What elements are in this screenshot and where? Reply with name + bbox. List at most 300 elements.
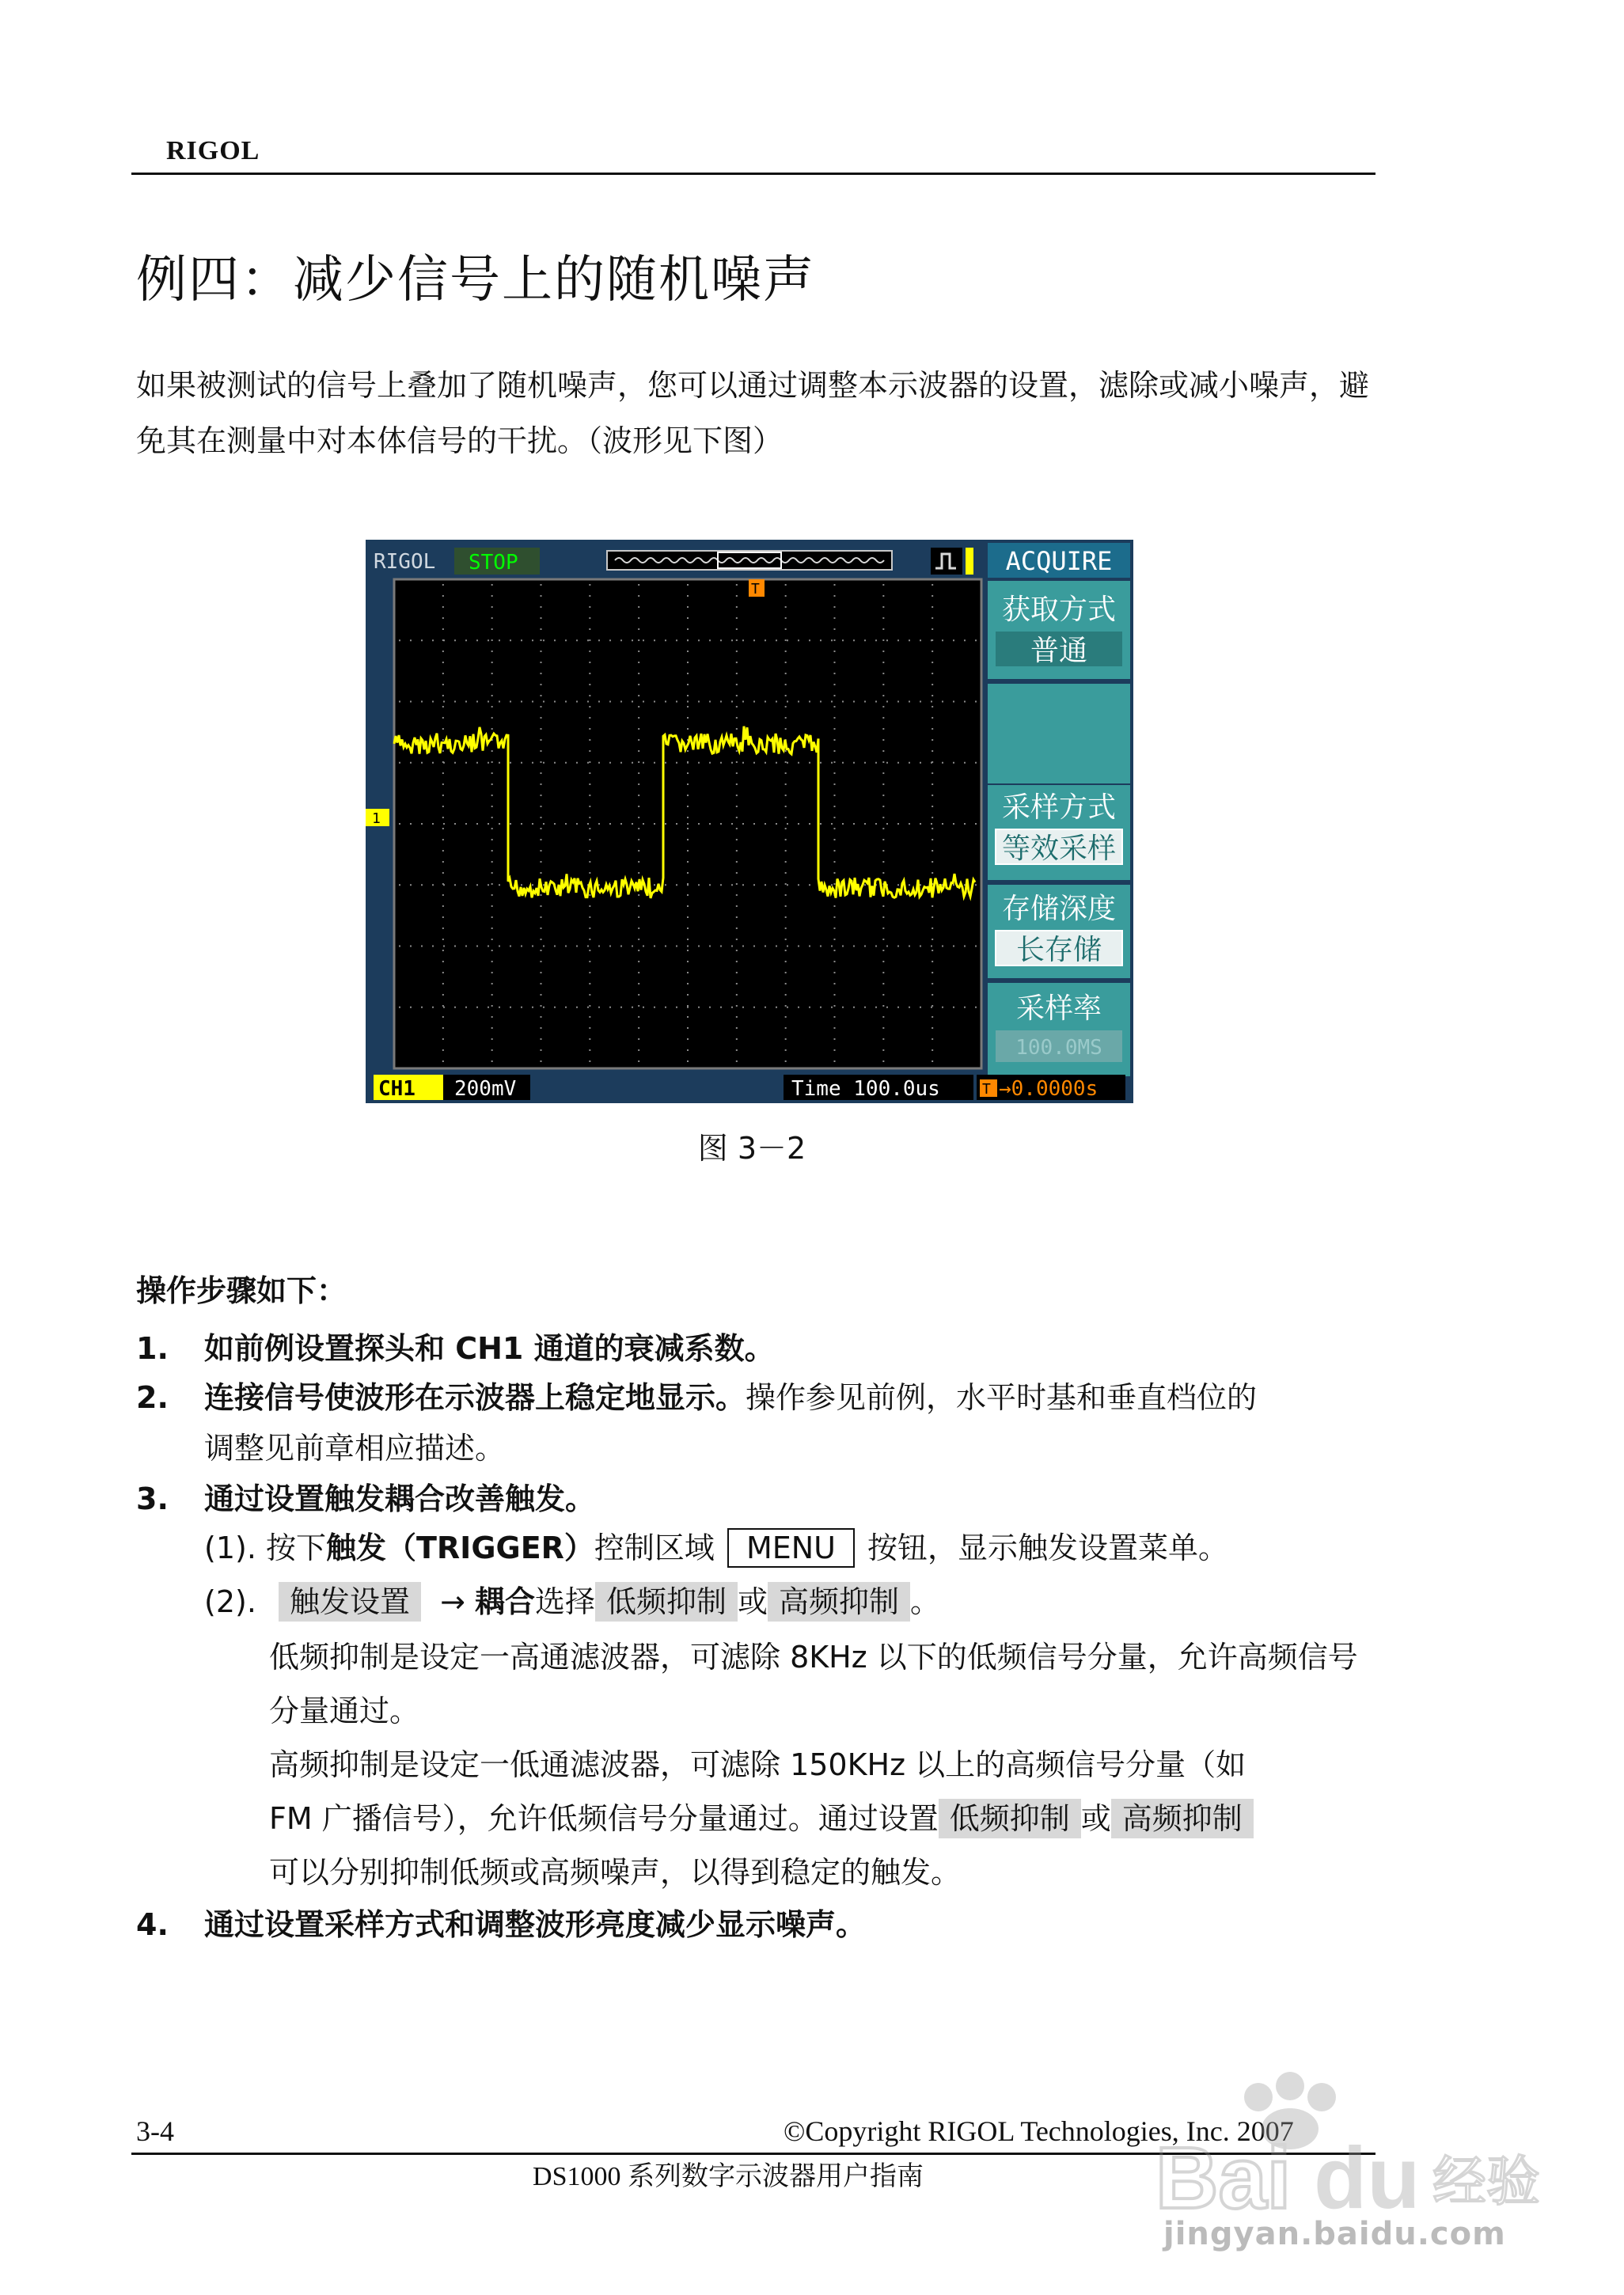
grid-dot: [932, 806, 933, 807]
grid-dot: [882, 761, 884, 763]
grid-dot: [785, 717, 787, 719]
grid-dot: [442, 684, 444, 685]
grid-dot: [742, 639, 744, 641]
grid-dot: [442, 1005, 444, 1007]
grid-dot: [665, 823, 666, 825]
grid-dot: [882, 1005, 884, 1007]
grid-dot: [565, 1007, 567, 1008]
grid-dot: [932, 772, 933, 774]
grid-dot: [736, 883, 738, 885]
grid-dot: [541, 839, 542, 840]
grid-dot: [676, 884, 677, 886]
grid-dot: [541, 939, 542, 940]
grid-dot: [753, 823, 755, 825]
grid-dot: [785, 662, 787, 663]
grid-dot: [443, 884, 445, 886]
grid-dot: [834, 961, 836, 962]
grid-dot: [882, 950, 884, 951]
grid-dot: [491, 850, 493, 852]
grid-dot: [731, 1007, 733, 1008]
grid-dot: [454, 1007, 456, 1008]
grid-dot: [834, 684, 836, 685]
grid-dot: [541, 861, 542, 863]
grid-dot: [491, 806, 493, 807]
grid-dot: [932, 950, 933, 951]
grid-dot: [476, 1007, 478, 1008]
grid-dot: [882, 983, 884, 984]
step-4: 4. 通过设置采样方式和调整波形亮度减少显示噪声。: [136, 1907, 867, 1942]
grid-dot: [834, 861, 836, 863]
grid-dot: [932, 1049, 933, 1051]
grid-dot: [932, 927, 933, 929]
grid-dot: [964, 946, 966, 947]
grid-dot: [834, 850, 836, 852]
grid-dot: [736, 806, 738, 807]
grid-dot: [785, 916, 787, 918]
grid-dot: [638, 739, 639, 741]
grid-dot: [853, 762, 855, 764]
grid-dot: [785, 695, 787, 696]
grid-dot: [565, 639, 567, 641]
grid-dot: [932, 961, 933, 962]
grid-dot: [421, 1007, 423, 1008]
grid-dot: [589, 894, 590, 896]
grid-dot: [882, 806, 884, 807]
grid-dot: [442, 750, 444, 752]
grid-dot: [442, 972, 444, 973]
grid-dot: [785, 639, 787, 641]
grid-dot: [554, 946, 556, 947]
menu-item-label: 采样率: [1015, 992, 1102, 1025]
grid-dot: [932, 861, 933, 863]
grid-dot: [589, 950, 590, 951]
grid-dot: [834, 817, 836, 818]
grid-dot: [638, 1049, 639, 1051]
grid-dot: [491, 916, 493, 918]
grid-dot: [432, 823, 434, 825]
grid-dot: [736, 750, 738, 752]
grid-dot: [491, 1016, 493, 1018]
grid-dot: [785, 772, 787, 774]
grid-dot: [932, 673, 933, 674]
grid-dot: [687, 584, 689, 586]
grid-dot: [589, 595, 590, 597]
grid-dot: [834, 783, 836, 785]
grid-dot: [638, 761, 639, 763]
grid-dot: [932, 651, 933, 652]
bottom-trigger-position: →0.0000s: [999, 1077, 1098, 1101]
grid-dot: [785, 961, 787, 962]
grid-dot: [932, 662, 933, 663]
grid-dot: [834, 628, 836, 630]
grid-dot: [421, 762, 423, 764]
grid-dot: [687, 894, 689, 896]
grid-dot: [587, 1007, 589, 1008]
grid-dot: [834, 1038, 836, 1040]
grid-dot: [742, 946, 744, 947]
grid-dot: [953, 884, 954, 886]
grid-dot: [886, 762, 888, 764]
grid-dot: [589, 706, 590, 707]
grid-dot: [742, 1007, 744, 1008]
grid-dot: [587, 823, 589, 825]
grid-dot: [785, 905, 787, 907]
grid-dot: [410, 762, 412, 764]
grid-dot: [638, 872, 639, 874]
menu-item-value: 普通: [1030, 635, 1088, 667]
grid-dot: [609, 639, 611, 641]
grid-dot: [736, 772, 738, 774]
grid-dot: [953, 946, 954, 947]
grid-dot: [442, 916, 444, 918]
grid-dot: [687, 706, 689, 707]
grid-dot: [499, 946, 500, 947]
grid-dot: [834, 939, 836, 940]
grid-dot: [932, 1060, 933, 1062]
grid-dot: [931, 946, 932, 947]
grid-dot: [589, 817, 590, 818]
grid-dot: [638, 651, 639, 652]
grid-dot: [932, 905, 933, 907]
grid-dot: [687, 1007, 689, 1008]
grid-dot: [975, 701, 977, 703]
grid-dot: [975, 1007, 977, 1008]
grid-dot: [491, 617, 493, 619]
menu-item-value: 等效采样: [1001, 833, 1117, 865]
grid-dot: [742, 701, 744, 703]
grid-dot: [589, 772, 590, 774]
grid-dot: [442, 584, 444, 586]
grid-dot: [541, 772, 542, 774]
grid-dot: [765, 701, 766, 703]
oscilloscope-screenshot: [366, 540, 1133, 1103]
high-freq-reject-paragraph: 高频抑制是设定一低通滤波器，可滤除 150KHz 以上的高频信号分量（如 FM 广播信号），允许低频信号分量通过。通过设置 低频抑制 或 高频抑制 可以分别抑制低频或高频噪声，以得到稳定的触发。: [269, 1738, 1377, 1899]
grid-dot: [932, 983, 933, 984]
grid-dot: [587, 639, 589, 641]
grid-dot: [834, 983, 836, 984]
grid-dot: [488, 762, 489, 764]
menu-item-value: 长存储: [1015, 934, 1102, 966]
grid-dot: [834, 972, 836, 973]
grid-dot: [785, 783, 787, 785]
grid-dot: [687, 1038, 689, 1040]
grid-dot: [753, 884, 755, 886]
grid-dot: [665, 762, 666, 764]
grid-dot: [882, 939, 884, 940]
grid-dot: [882, 673, 884, 674]
grid-dot: [499, 701, 500, 703]
grid-dot: [399, 701, 400, 703]
grid-dot: [638, 905, 639, 907]
grid-dot: [834, 595, 836, 597]
grid-dot: [638, 916, 639, 918]
grid-dot: [442, 950, 444, 951]
grid-dot: [643, 946, 644, 947]
grid-dot: [589, 662, 590, 663]
grid-dot: [491, 639, 493, 641]
grid-dot: [834, 706, 836, 707]
grid-dot: [798, 946, 799, 947]
grid-dot: [687, 828, 689, 829]
grid-dot: [543, 762, 544, 764]
grid-dot: [432, 701, 434, 703]
grid-dot: [491, 883, 493, 885]
grid-dot: [920, 701, 921, 703]
grid-dot: [554, 823, 556, 825]
grid-dot: [897, 1007, 899, 1008]
grid-dot: [638, 1038, 639, 1040]
grid-dot: [687, 839, 689, 840]
grid-dot: [491, 939, 493, 940]
grid-dot: [432, 639, 434, 641]
grid-dot: [776, 1007, 777, 1008]
grid-dot: [541, 916, 542, 918]
grid-dot: [785, 1049, 787, 1051]
grid-dot: [687, 850, 689, 852]
grid-dot: [632, 701, 633, 703]
grid-dot: [491, 717, 493, 719]
grid-dot: [875, 1007, 877, 1008]
grid-dot: [541, 783, 542, 785]
grid-dot: [831, 1007, 833, 1008]
grid-dot: [491, 728, 493, 730]
grid-dot: [882, 861, 884, 863]
grid-dot: [785, 595, 787, 597]
grid-dot: [543, 639, 544, 641]
grid-dot: [399, 762, 400, 764]
grid-dot: [687, 817, 689, 818]
grid-dot: [521, 701, 522, 703]
grid-dot: [638, 673, 639, 674]
grid-dot: [632, 762, 633, 764]
grid-dot: [442, 772, 444, 774]
grid-dot: [834, 739, 836, 741]
grid-dot: [454, 946, 456, 947]
grid-dot: [491, 606, 493, 608]
menu-item-label: 获取方式: [1001, 594, 1117, 626]
grid-dot: [638, 983, 639, 984]
grid-dot: [491, 972, 493, 973]
grid-dot: [785, 1038, 787, 1040]
menu-item-empty[interactable]: [988, 684, 1130, 783]
grid-dot: [632, 1007, 633, 1008]
grid-dot: [687, 927, 689, 929]
grid-dot: [687, 750, 689, 752]
grid-dot: [834, 606, 836, 608]
grid-dot: [687, 684, 689, 685]
grid-dot: [609, 823, 611, 825]
grid-dot: [543, 946, 544, 947]
grid-dot: [676, 1007, 677, 1008]
grid-dot: [541, 1049, 542, 1051]
grid-dot: [687, 701, 689, 703]
grid-dot: [953, 1007, 954, 1008]
grid-dot: [886, 639, 888, 641]
grid-dot: [442, 606, 444, 608]
grid-dot: [589, 994, 590, 996]
grid-dot: [932, 617, 933, 619]
grid-dot: [643, 639, 644, 641]
grid-dot: [687, 972, 689, 973]
grid-dot: [638, 939, 639, 940]
grid-dot: [785, 927, 787, 929]
grid-dot: [609, 701, 611, 703]
grid-dot: [834, 772, 836, 774]
grid-dot: [565, 823, 567, 825]
grid-dot: [638, 584, 639, 586]
grid-dot: [834, 839, 836, 840]
grid-dot: [589, 717, 590, 719]
grid-dot: [499, 639, 500, 641]
grid-dot: [532, 884, 533, 886]
grid-dot: [687, 1027, 689, 1029]
grid-dot: [476, 639, 478, 641]
grid-dot: [491, 983, 493, 984]
grid-dot: [882, 739, 884, 741]
grid-dot: [632, 946, 633, 947]
grid-dot: [853, 701, 855, 703]
grid-dot: [736, 894, 738, 896]
grid-dot: [576, 946, 578, 947]
grid-dot: [834, 994, 836, 996]
grid-dot: [834, 651, 836, 652]
grid-dot: [897, 762, 899, 764]
grid-dot: [638, 927, 639, 929]
step-1: 1. 如前例设置探头和 CH1 通道的衰减系数。: [136, 1331, 775, 1366]
grid-dot: [882, 684, 884, 685]
grid-dot: [589, 606, 590, 608]
grid-dot: [541, 595, 542, 597]
grid-dot: [589, 872, 590, 874]
grid-dot: [834, 1016, 836, 1018]
grid-dot: [736, 1005, 738, 1007]
step-3-2: (2). 触发设置 → 耦合选择 低频抑制 或 高频抑制 。: [204, 1576, 1375, 1627]
grid-dot: [842, 639, 844, 641]
grid-dot: [875, 762, 877, 764]
grid-dot: [736, 916, 738, 918]
grid-dot: [654, 884, 655, 886]
grid-dot: [776, 946, 777, 947]
grid-dot: [491, 706, 493, 707]
grid-dot: [638, 994, 639, 996]
grid-dot: [932, 872, 933, 874]
grid-dot: [488, 1007, 489, 1008]
grid-dot: [882, 595, 884, 597]
grid-dot: [443, 823, 445, 825]
grid-dot: [975, 946, 977, 947]
grid-dot: [720, 823, 722, 825]
grid-dot: [589, 761, 590, 763]
grid-dot: [709, 1007, 711, 1008]
scope-ch-indicator: [966, 548, 973, 575]
grid-dot: [932, 595, 933, 597]
grid-dot: [698, 946, 700, 947]
grid-dot: [576, 701, 578, 703]
grid-dot: [882, 1038, 884, 1040]
grid-dot: [442, 617, 444, 619]
grid-dot: [882, 695, 884, 696]
grid-dot: [432, 1007, 434, 1008]
grid-dot: [589, 939, 590, 940]
grid-dot: [882, 916, 884, 918]
grid-dot: [442, 850, 444, 852]
softkey-hf-reject: 高频抑制: [1111, 1799, 1254, 1838]
grid-dot: [932, 839, 933, 840]
grid-dot: [785, 806, 787, 807]
grid-dot: [753, 639, 755, 641]
grid-dot: [643, 823, 644, 825]
grid-dot: [442, 651, 444, 652]
grid-dot: [820, 639, 821, 641]
grid-dot: [736, 1049, 738, 1051]
softkey-lf-reject: 低频抑制: [939, 1799, 1081, 1838]
grid-dot: [541, 750, 542, 752]
grid-dot: [521, 946, 522, 947]
grid-dot: [687, 806, 689, 807]
grid-dot: [932, 695, 933, 696]
grid-dot: [698, 639, 700, 641]
grid-dot: [541, 628, 542, 630]
grid-dot: [787, 946, 788, 947]
grid-dot: [709, 823, 711, 825]
grid-dot: [541, 728, 542, 730]
grid-dot: [864, 823, 866, 825]
scope-trig-type-bg: [931, 548, 962, 575]
grid-dot: [421, 946, 423, 947]
grid-dot: [589, 695, 590, 696]
grid-dot: [442, 1049, 444, 1051]
grid-dot: [442, 905, 444, 907]
grid-dot: [765, 639, 766, 641]
grid-dot: [654, 823, 655, 825]
grid-dot: [909, 884, 910, 886]
grid-dot: [510, 762, 511, 764]
grid-dot: [541, 606, 542, 608]
grid-dot: [809, 1007, 810, 1008]
grid-dot: [785, 651, 787, 652]
grid-dot: [442, 717, 444, 719]
grid-dot: [589, 927, 590, 929]
grid-dot: [589, 783, 590, 785]
grid-dot: [399, 823, 400, 825]
intro-paragraph: 如果被测试的信号上叠加了随机噪声，您可以通过调整本示波器的设置，滤除或减小噪声，避免其在测量中对本体信号的干扰。（波形见下图）: [136, 368, 1370, 458]
grid-dot: [842, 1007, 844, 1008]
grid-dot: [491, 772, 493, 774]
grid-dot: [834, 806, 836, 807]
grid-dot: [736, 706, 738, 707]
softkey-trigger-setup: 触发设置: [279, 1582, 421, 1622]
grid-dot: [820, 762, 821, 764]
grid-dot: [589, 1038, 590, 1040]
grid-dot: [932, 783, 933, 785]
grid-dot: [932, 717, 933, 719]
grid-dot: [589, 739, 590, 741]
grid-dot: [499, 823, 500, 825]
grid-dot: [897, 701, 899, 703]
grid-dot: [410, 701, 412, 703]
grid-dot: [736, 1060, 738, 1062]
page-title: 例四：减少信号上的随机噪声: [136, 251, 815, 309]
grid-dot: [864, 701, 866, 703]
grid-dot: [687, 939, 689, 940]
grid-dot: [491, 894, 493, 896]
steps-heading: 操作步骤如下：: [136, 1273, 347, 1308]
grid-dot: [654, 639, 655, 641]
grid-dot: [953, 762, 954, 764]
grid-dot: [932, 739, 933, 741]
grid-dot: [736, 839, 738, 840]
grid-dot: [975, 762, 977, 764]
